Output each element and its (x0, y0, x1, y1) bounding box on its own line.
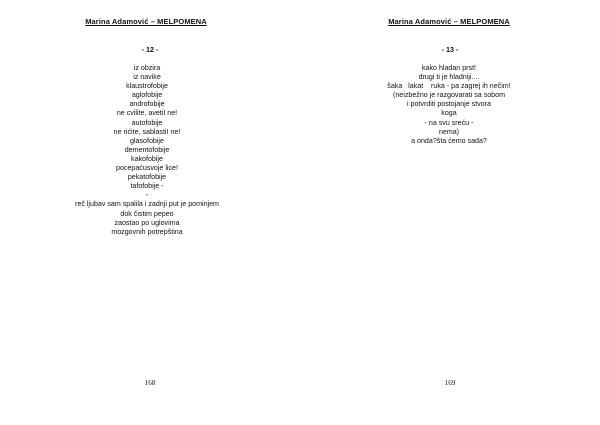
poem-body (299, 64, 599, 146)
poem-line: nema) (438, 127, 460, 136)
poem-line: pocepaćusvoje lice! (116, 164, 178, 173)
poem-number: - 13 - (441, 45, 459, 54)
poem-line: iz navike (133, 73, 161, 82)
poem-line: iz obzira (133, 64, 161, 72)
poem-line: ne cvilite, avetiI ne! (116, 109, 178, 118)
poem-line: androfobije (129, 100, 165, 109)
poem-line: (neizbežno je razgovarati sa sobom (393, 91, 505, 100)
running-head: Marina Adamović – MELPOMENA (388, 17, 510, 26)
poem-line: koga (441, 109, 457, 118)
poem-line: reč ljubav sam spalila i zadnji put je pominjem (75, 200, 219, 209)
poem-line: ne rićite, sablastiI ne! (113, 127, 181, 136)
poem-line: mozgovnih potrepština (111, 227, 183, 236)
poem-line: aglofobije (131, 91, 163, 100)
poem-line: šaka lakat ruka - pa zagrej ih nečim! (387, 82, 511, 91)
right-page (300, 0, 600, 425)
running-head: Marina Adamović – MELPOMENA (85, 17, 207, 26)
poem-line: kako hladan prst! (421, 64, 477, 72)
poem-line: dok čistim pepeo (120, 209, 174, 218)
page-number: 169 (444, 379, 456, 387)
poem-body (0, 64, 297, 237)
poem-line: dementofobije (124, 145, 170, 154)
poem-line: pekatofobije (127, 173, 167, 182)
poem-number: - 12 - (141, 45, 159, 54)
poem-line: klaustrofobije (126, 82, 168, 91)
poem-line: zaostao po uglovima (114, 218, 180, 227)
poem-line: autofobije (131, 118, 163, 127)
poem-line: drugi ti je hladniji.... (418, 73, 480, 82)
poem-line: glasofobije (130, 136, 164, 145)
poem-line: kakofobije (131, 154, 163, 163)
page-number: 168 (144, 379, 156, 387)
poem-line: - (145, 191, 149, 200)
poem-line: - na svu sreću - (424, 118, 474, 127)
poem-line: i potvrditi postojanje stvora (407, 100, 491, 109)
poem-line: a onda?šta ćemo sada? (411, 136, 487, 145)
poem-line: tafofobije - (130, 182, 164, 191)
